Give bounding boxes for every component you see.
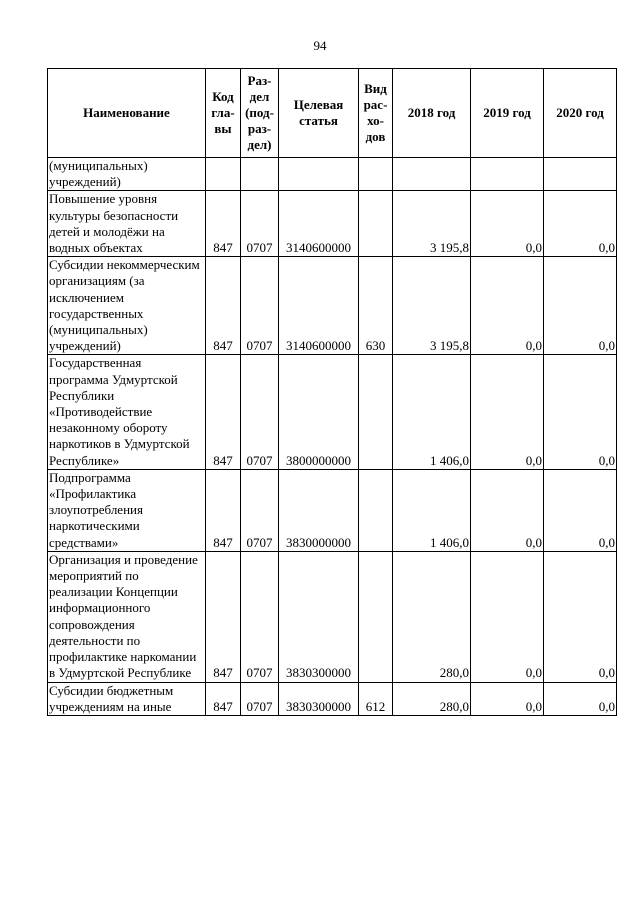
row-2018: 3 195,8 bbox=[393, 191, 471, 257]
row-target: 3140600000 bbox=[279, 257, 359, 355]
row-name: (муниципальных) учреждений) bbox=[48, 158, 206, 191]
header-name: Наименование bbox=[48, 69, 206, 158]
row-section: 0707 bbox=[241, 355, 279, 469]
row-target: 3830300000 bbox=[279, 551, 359, 682]
table-row bbox=[48, 257, 617, 355]
header-target: Целевая статья bbox=[279, 69, 359, 158]
header-expense-type: Вид рас-хо-дов bbox=[359, 69, 393, 158]
row-target bbox=[279, 158, 359, 191]
row-target: 3800000000 bbox=[279, 355, 359, 469]
row-target: 3140600000 bbox=[279, 191, 359, 257]
row-2019: 0,0 bbox=[471, 191, 544, 257]
row-code: 847 bbox=[206, 469, 241, 551]
row-name: Организация и проведение мероприятий по реализации Концепции информационного сопровождения деятельности по профилактике наркомании в Удмуртской Республике bbox=[48, 551, 206, 682]
row-section bbox=[241, 158, 279, 191]
row-2018: 3 195,8 bbox=[393, 257, 471, 355]
table-row bbox=[48, 682, 617, 715]
row-2018: 1 406,0 bbox=[393, 355, 471, 469]
row-2018 bbox=[393, 158, 471, 191]
row-2019: 0,0 bbox=[471, 355, 544, 469]
row-code: 847 bbox=[206, 682, 241, 715]
header-2020: 2020 год bbox=[544, 69, 617, 158]
row-2020: 0,0 bbox=[544, 355, 617, 469]
row-2020: 0,0 bbox=[544, 682, 617, 715]
row-2019: 0,0 bbox=[471, 682, 544, 715]
row-name: Субсидии некоммерческим организациям (за исключением государственных (муниципальных) учреждений) bbox=[48, 257, 206, 355]
row-2020 bbox=[544, 158, 617, 191]
row-section: 0707 bbox=[241, 257, 279, 355]
row-code bbox=[206, 158, 241, 191]
page-number: 94 bbox=[313, 38, 327, 53]
row-code: 847 bbox=[206, 355, 241, 469]
row-name: Подпрограмма «Профилактика злоупотребления наркотическими средствами» bbox=[48, 469, 206, 551]
row-2018: 280,0 bbox=[393, 682, 471, 715]
row-section: 0707 bbox=[241, 469, 279, 551]
row-target: 3830000000 bbox=[279, 469, 359, 551]
header-2019: 2019 год bbox=[471, 69, 544, 158]
table-row bbox=[48, 158, 617, 191]
row-expense-type bbox=[359, 191, 393, 257]
row-expense-type bbox=[359, 551, 393, 682]
row-expense-type: 630 bbox=[359, 257, 393, 355]
row-name: Государственная программа Удмуртской Республики «Противодействие незаконному обороту наркотиков в Удмуртской Республике» bbox=[48, 355, 206, 469]
row-section: 0707 bbox=[241, 682, 279, 715]
row-code: 847 bbox=[206, 551, 241, 682]
table-row bbox=[48, 191, 617, 257]
table-row bbox=[48, 355, 617, 469]
row-expense-type bbox=[359, 355, 393, 469]
row-2020: 0,0 bbox=[544, 551, 617, 682]
row-2019: 0,0 bbox=[471, 257, 544, 355]
row-2020: 0,0 bbox=[544, 257, 617, 355]
header-row bbox=[48, 69, 617, 158]
row-code: 847 bbox=[206, 191, 241, 257]
row-name: Повышение уровня культуры безопасности детей и молодёжи на водных объектах bbox=[48, 191, 206, 257]
row-expense-type: 612 bbox=[359, 682, 393, 715]
table-row bbox=[48, 551, 617, 682]
row-2018: 280,0 bbox=[393, 551, 471, 682]
row-code: 847 bbox=[206, 257, 241, 355]
header-2018: 2018 год bbox=[393, 69, 471, 158]
row-2019 bbox=[471, 158, 544, 191]
header-section: Раз-дел (под-раз-дел) bbox=[241, 69, 279, 158]
row-expense-type bbox=[359, 469, 393, 551]
row-2018: 1 406,0 bbox=[393, 469, 471, 551]
row-section: 0707 bbox=[241, 191, 279, 257]
row-2020: 0,0 bbox=[544, 469, 617, 551]
row-2020: 0,0 bbox=[544, 191, 617, 257]
row-name: Субсидии бюджетным учреждениям на иные bbox=[48, 682, 206, 715]
header-code: Код гла-вы bbox=[206, 69, 241, 158]
row-2019: 0,0 bbox=[471, 469, 544, 551]
row-section: 0707 bbox=[241, 551, 279, 682]
table-row bbox=[48, 469, 617, 551]
row-target: 3830300000 bbox=[279, 682, 359, 715]
budget-table bbox=[47, 68, 617, 716]
row-2019: 0,0 bbox=[471, 551, 544, 682]
row-expense-type bbox=[359, 158, 393, 191]
